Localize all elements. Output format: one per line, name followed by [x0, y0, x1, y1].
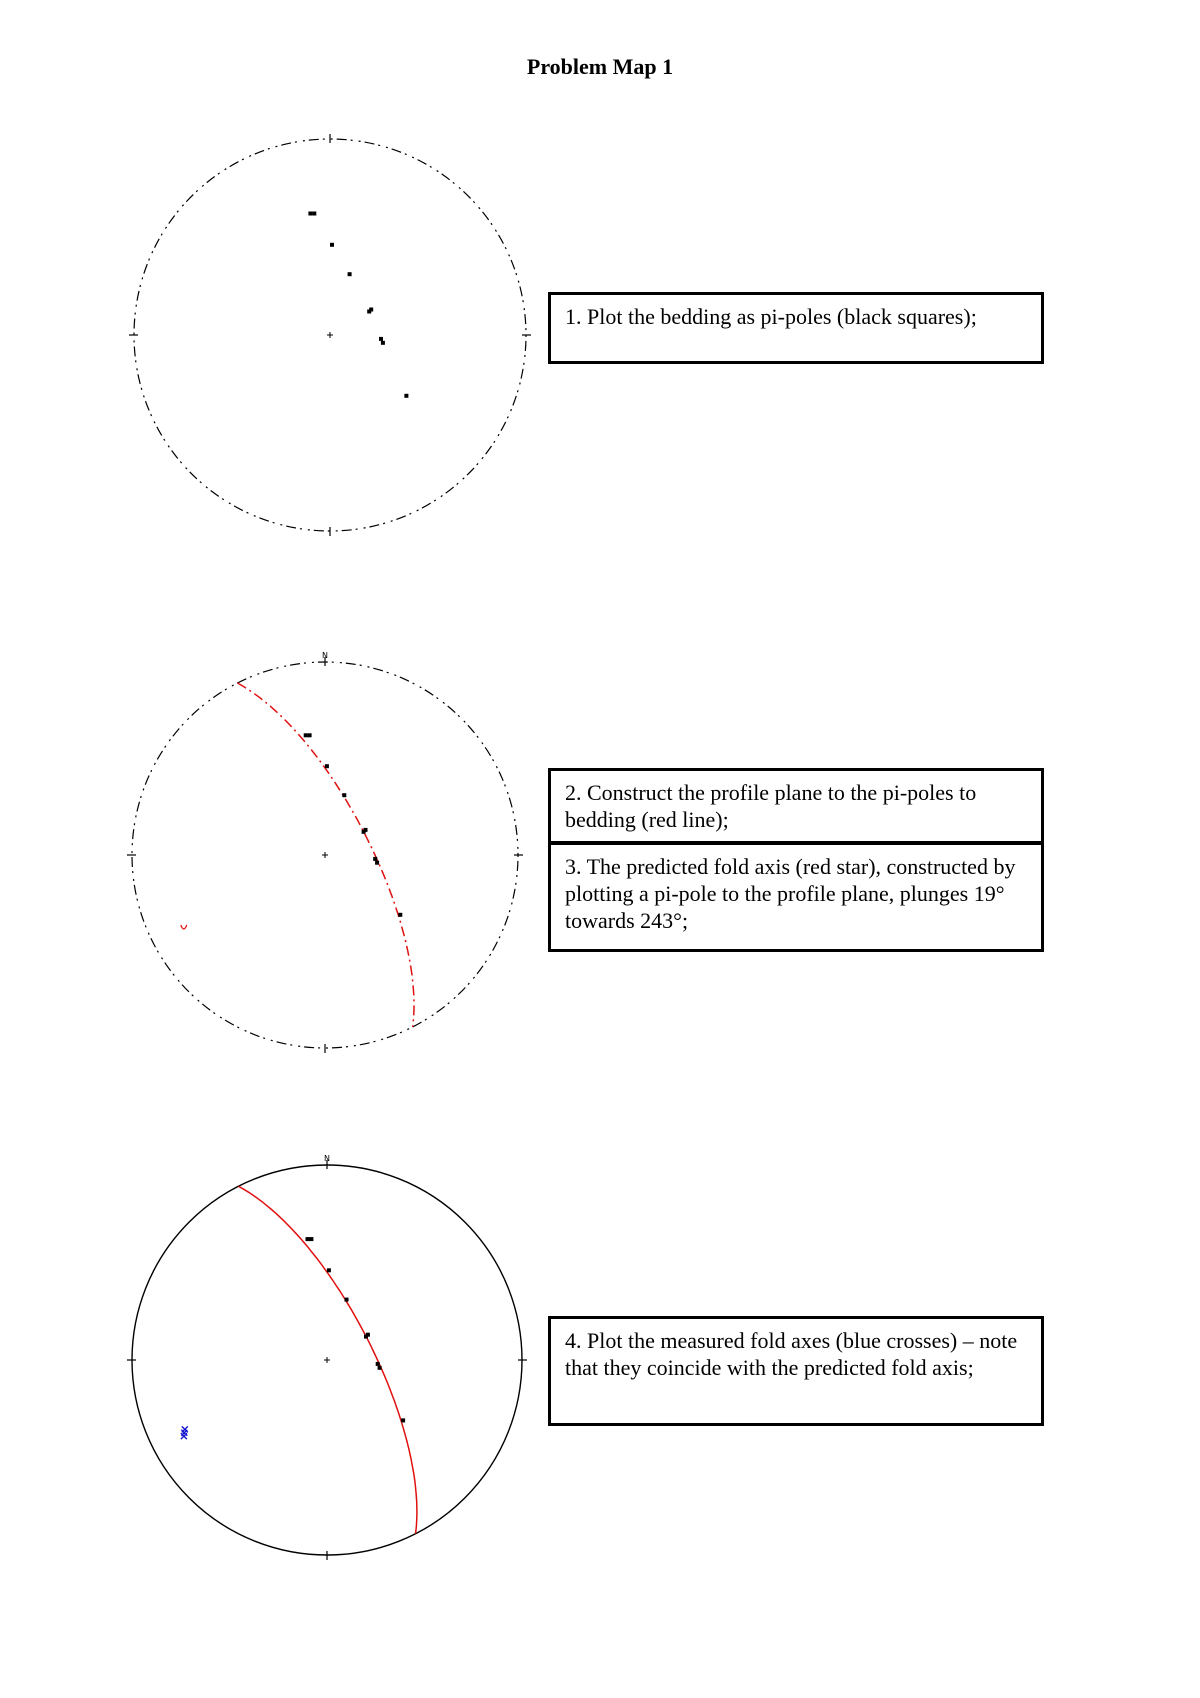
step-4-text: 4. Plot the measured fold axes (blue crosses) – note that they coincide with the predicted fold axis;: [565, 1328, 1018, 1380]
bedding-pole-marker: [309, 1237, 313, 1241]
bedding-pole-marker: [308, 733, 312, 737]
bedding-pole-marker: [304, 733, 308, 737]
bedding-pole-marker: [404, 394, 408, 398]
bedding-pole-marker: [330, 243, 334, 247]
bedding-pole-marker: [308, 212, 312, 216]
bedding-pole-marker: [325, 764, 329, 768]
bedding-pole-marker: [378, 1366, 382, 1370]
stereonet-bedding-poles: [0, 135, 450, 545]
bedding-pole-marker: [366, 1333, 370, 1337]
step-1-box: [548, 292, 1044, 364]
bedding-pole-marker: [375, 861, 379, 865]
bedding-pole-marker: [306, 1237, 310, 1241]
bedding-pole-marker: [327, 1268, 331, 1272]
bedding-pole-marker: [398, 913, 402, 917]
north-label: N: [322, 651, 328, 660]
predicted-fold-axis-star-icon: [181, 925, 187, 929]
center-cross-icon: [324, 1357, 330, 1363]
step-3-text: 3. The predicted fold axis (red star), constructed by plotting a pi-pole to the profile plane, plunges 19° towards 243°;: [565, 854, 1016, 933]
center-cross-icon: [327, 332, 333, 338]
stereonet-measured-fold-axes: [0, 1154, 450, 1570]
step-4-box: [548, 1316, 1044, 1426]
north-label: N: [324, 1154, 330, 1163]
bedding-pole-marker: [373, 857, 377, 861]
bedding-pole-marker: [379, 337, 383, 341]
bedding-pole-marker: [364, 828, 368, 832]
bedding-pole-marker: [342, 793, 346, 797]
step-2-box: [548, 768, 1044, 844]
bedding-pole-marker: [348, 272, 352, 276]
bedding-pole-marker: [401, 1418, 405, 1422]
bedding-pole-marker: [369, 308, 373, 312]
bedding-pole-marker: [312, 212, 316, 216]
bedding-pole-marker: [376, 1362, 380, 1366]
bedding-pole-marker: [381, 341, 385, 345]
step-1-text: 1. Plot the bedding as pi-poles (black squares);: [565, 304, 977, 329]
stereonet-profile-plane: [0, 650, 450, 1060]
step-3-box: [548, 842, 1044, 952]
center-cross-icon: [322, 852, 328, 858]
bedding-pole-marker: [345, 1298, 349, 1302]
step-2-text: 2. Construct the profile plane to the pi-poles to bedding (red line);: [565, 780, 977, 832]
page-title: Problem Map 1: [526, 54, 674, 79]
